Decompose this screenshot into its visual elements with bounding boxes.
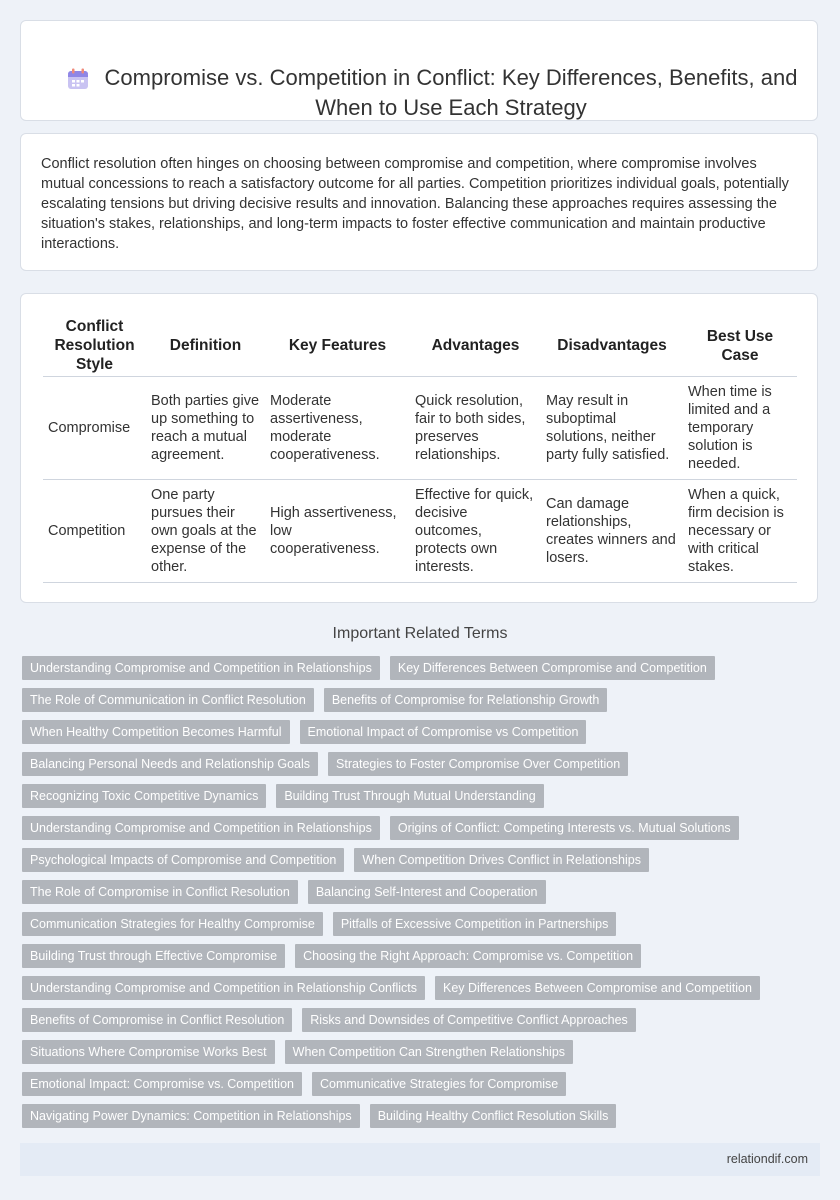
- intro-paragraph: Conflict resolution often hinges on choosing between compromise and competition, where compromise involves mutual concessions to reach a satisfactory outcome for all parties. Competition prioritizes individual goals, potentially escalating tensions but driving decisive results and innovation. Balancing these approaches requires assessing the situation's stakes, relationships, and long-term impacts to foster effective communication and maintain productive interactions.: [41, 156, 789, 252]
- related-term-link[interactable]: Strategies to Foster Compromise Over Competition: [328, 752, 628, 776]
- related-term-link[interactable]: Understanding Compromise and Competition in Relationships: [22, 816, 380, 840]
- cell-best-use-case: When time is limited and a temporary solution is needed.: [683, 377, 797, 480]
- related-term-link[interactable]: Understanding Compromise and Competition in Relationship Conflicts: [22, 976, 425, 1000]
- cell-best-use-case: When a quick, firm decision is necessary or with critical stakes.: [683, 480, 797, 583]
- comparison-table-card: [20, 293, 818, 603]
- related-term-link[interactable]: Choosing the Right Approach: Compromise vs. Competition: [295, 944, 641, 968]
- related-term-link[interactable]: Benefits of Compromise in Conflict Resolution: [22, 1008, 292, 1032]
- cell-definition: Both parties give up something to reach a mutual agreement.: [146, 377, 265, 480]
- header-key-features: Key Features: [288, 337, 387, 354]
- cell-advantages: Quick resolution, fair to both sides, preserves relationships.: [410, 377, 541, 480]
- related-term-link[interactable]: Recognizing Toxic Competitive Dynamics: [22, 784, 266, 808]
- related-term-link[interactable]: Balancing Personal Needs and Relationship Goals: [22, 752, 318, 776]
- cell-key-features: High assertiveness, low cooperativeness.: [265, 480, 410, 583]
- related-term-link[interactable]: The Role of Compromise in Conflict Resolution: [22, 880, 298, 904]
- related-term-link[interactable]: The Role of Communication in Conflict Resolution: [22, 688, 314, 712]
- cell-disadvantages: Can damage relationships, creates winners and losers.: [541, 480, 683, 583]
- related-term-link[interactable]: Key Differences Between Compromise and Competition: [435, 976, 760, 1000]
- related-term-link[interactable]: Understanding Compromise and Competition in Relationships: [22, 656, 380, 680]
- table-header-row: [43, 315, 797, 377]
- related-term-link[interactable]: Building Healthy Conflict Resolution Skills: [370, 1104, 617, 1128]
- title-card: [20, 20, 818, 121]
- header-best-use-case: Best Use Case: [706, 327, 774, 364]
- table-row: [43, 377, 797, 480]
- comparison-table: [43, 315, 797, 583]
- header-definition: Definition: [169, 337, 242, 354]
- header-disadvantages: Disadvantages: [557, 337, 667, 354]
- related-term-link[interactable]: Origins of Conflict: Competing Interests vs. Mutual Solutions: [390, 816, 739, 840]
- related-term-link[interactable]: Psychological Impacts of Compromise and Competition: [22, 848, 344, 872]
- related-term-link[interactable]: Building Trust through Effective Compromise: [22, 944, 285, 968]
- cell-disadvantages: May result in suboptimal solutions, neither party fully satisfied.: [541, 377, 683, 480]
- cell-definition: One party pursues their own goals at the expense of the other.: [146, 480, 265, 583]
- related-term-link[interactable]: When Healthy Competition Becomes Harmful: [22, 720, 290, 744]
- intro-card: [20, 133, 818, 271]
- related-term-link[interactable]: Emotional Impact: Compromise vs. Competition: [22, 1072, 302, 1096]
- calendar-icon: [66, 67, 90, 91]
- header-style: Conflict Resolution Style: [54, 318, 135, 373]
- page-title: Compromise vs. Competition in Conflict: Key Differences, Benefits, and When to Use Each Strategy: [104, 65, 798, 120]
- table-row: [43, 480, 797, 583]
- cell-style: Compromise: [43, 377, 146, 480]
- header-advantages: Advantages: [431, 337, 520, 354]
- cell-key-features: Moderate assertiveness, moderate cooperativeness.: [265, 377, 410, 480]
- related-term-link[interactable]: Emotional Impact of Compromise vs Competition: [300, 720, 587, 744]
- cell-style: Competition: [43, 480, 146, 583]
- related-term-link[interactable]: Navigating Power Dynamics: Competition in Relationships: [22, 1104, 360, 1128]
- related-terms-heading: Important Related Terms: [332, 625, 508, 642]
- cell-advantages: Effective for quick, decisive outcomes, protects own interests.: [410, 480, 541, 583]
- related-term-link[interactable]: When Competition Can Strengthen Relationships: [285, 1040, 573, 1064]
- related-term-link[interactable]: Balancing Self-Interest and Cooperation: [308, 880, 546, 904]
- related-term-link[interactable]: Key Differences Between Compromise and Competition: [390, 656, 715, 680]
- related-term-link[interactable]: Communicative Strategies for Compromise: [312, 1072, 566, 1096]
- footer: [20, 1143, 820, 1176]
- footer-site-link[interactable]: relationdif.com: [726, 1152, 808, 1166]
- related-term-link[interactable]: Pitfalls of Excessive Competition in Partnerships: [333, 912, 616, 936]
- related-term-link[interactable]: Communication Strategies for Healthy Compromise: [22, 912, 323, 936]
- related-terms-list: [22, 656, 822, 1128]
- related-term-link[interactable]: Benefits of Compromise for Relationship Growth: [324, 688, 607, 712]
- related-term-link[interactable]: When Competition Drives Conflict in Relationships: [354, 848, 649, 872]
- related-term-link[interactable]: Risks and Downsides of Competitive Conflict Approaches: [302, 1008, 636, 1032]
- related-term-link[interactable]: Building Trust Through Mutual Understanding: [276, 784, 543, 808]
- related-term-link[interactable]: Situations Where Compromise Works Best: [22, 1040, 275, 1064]
